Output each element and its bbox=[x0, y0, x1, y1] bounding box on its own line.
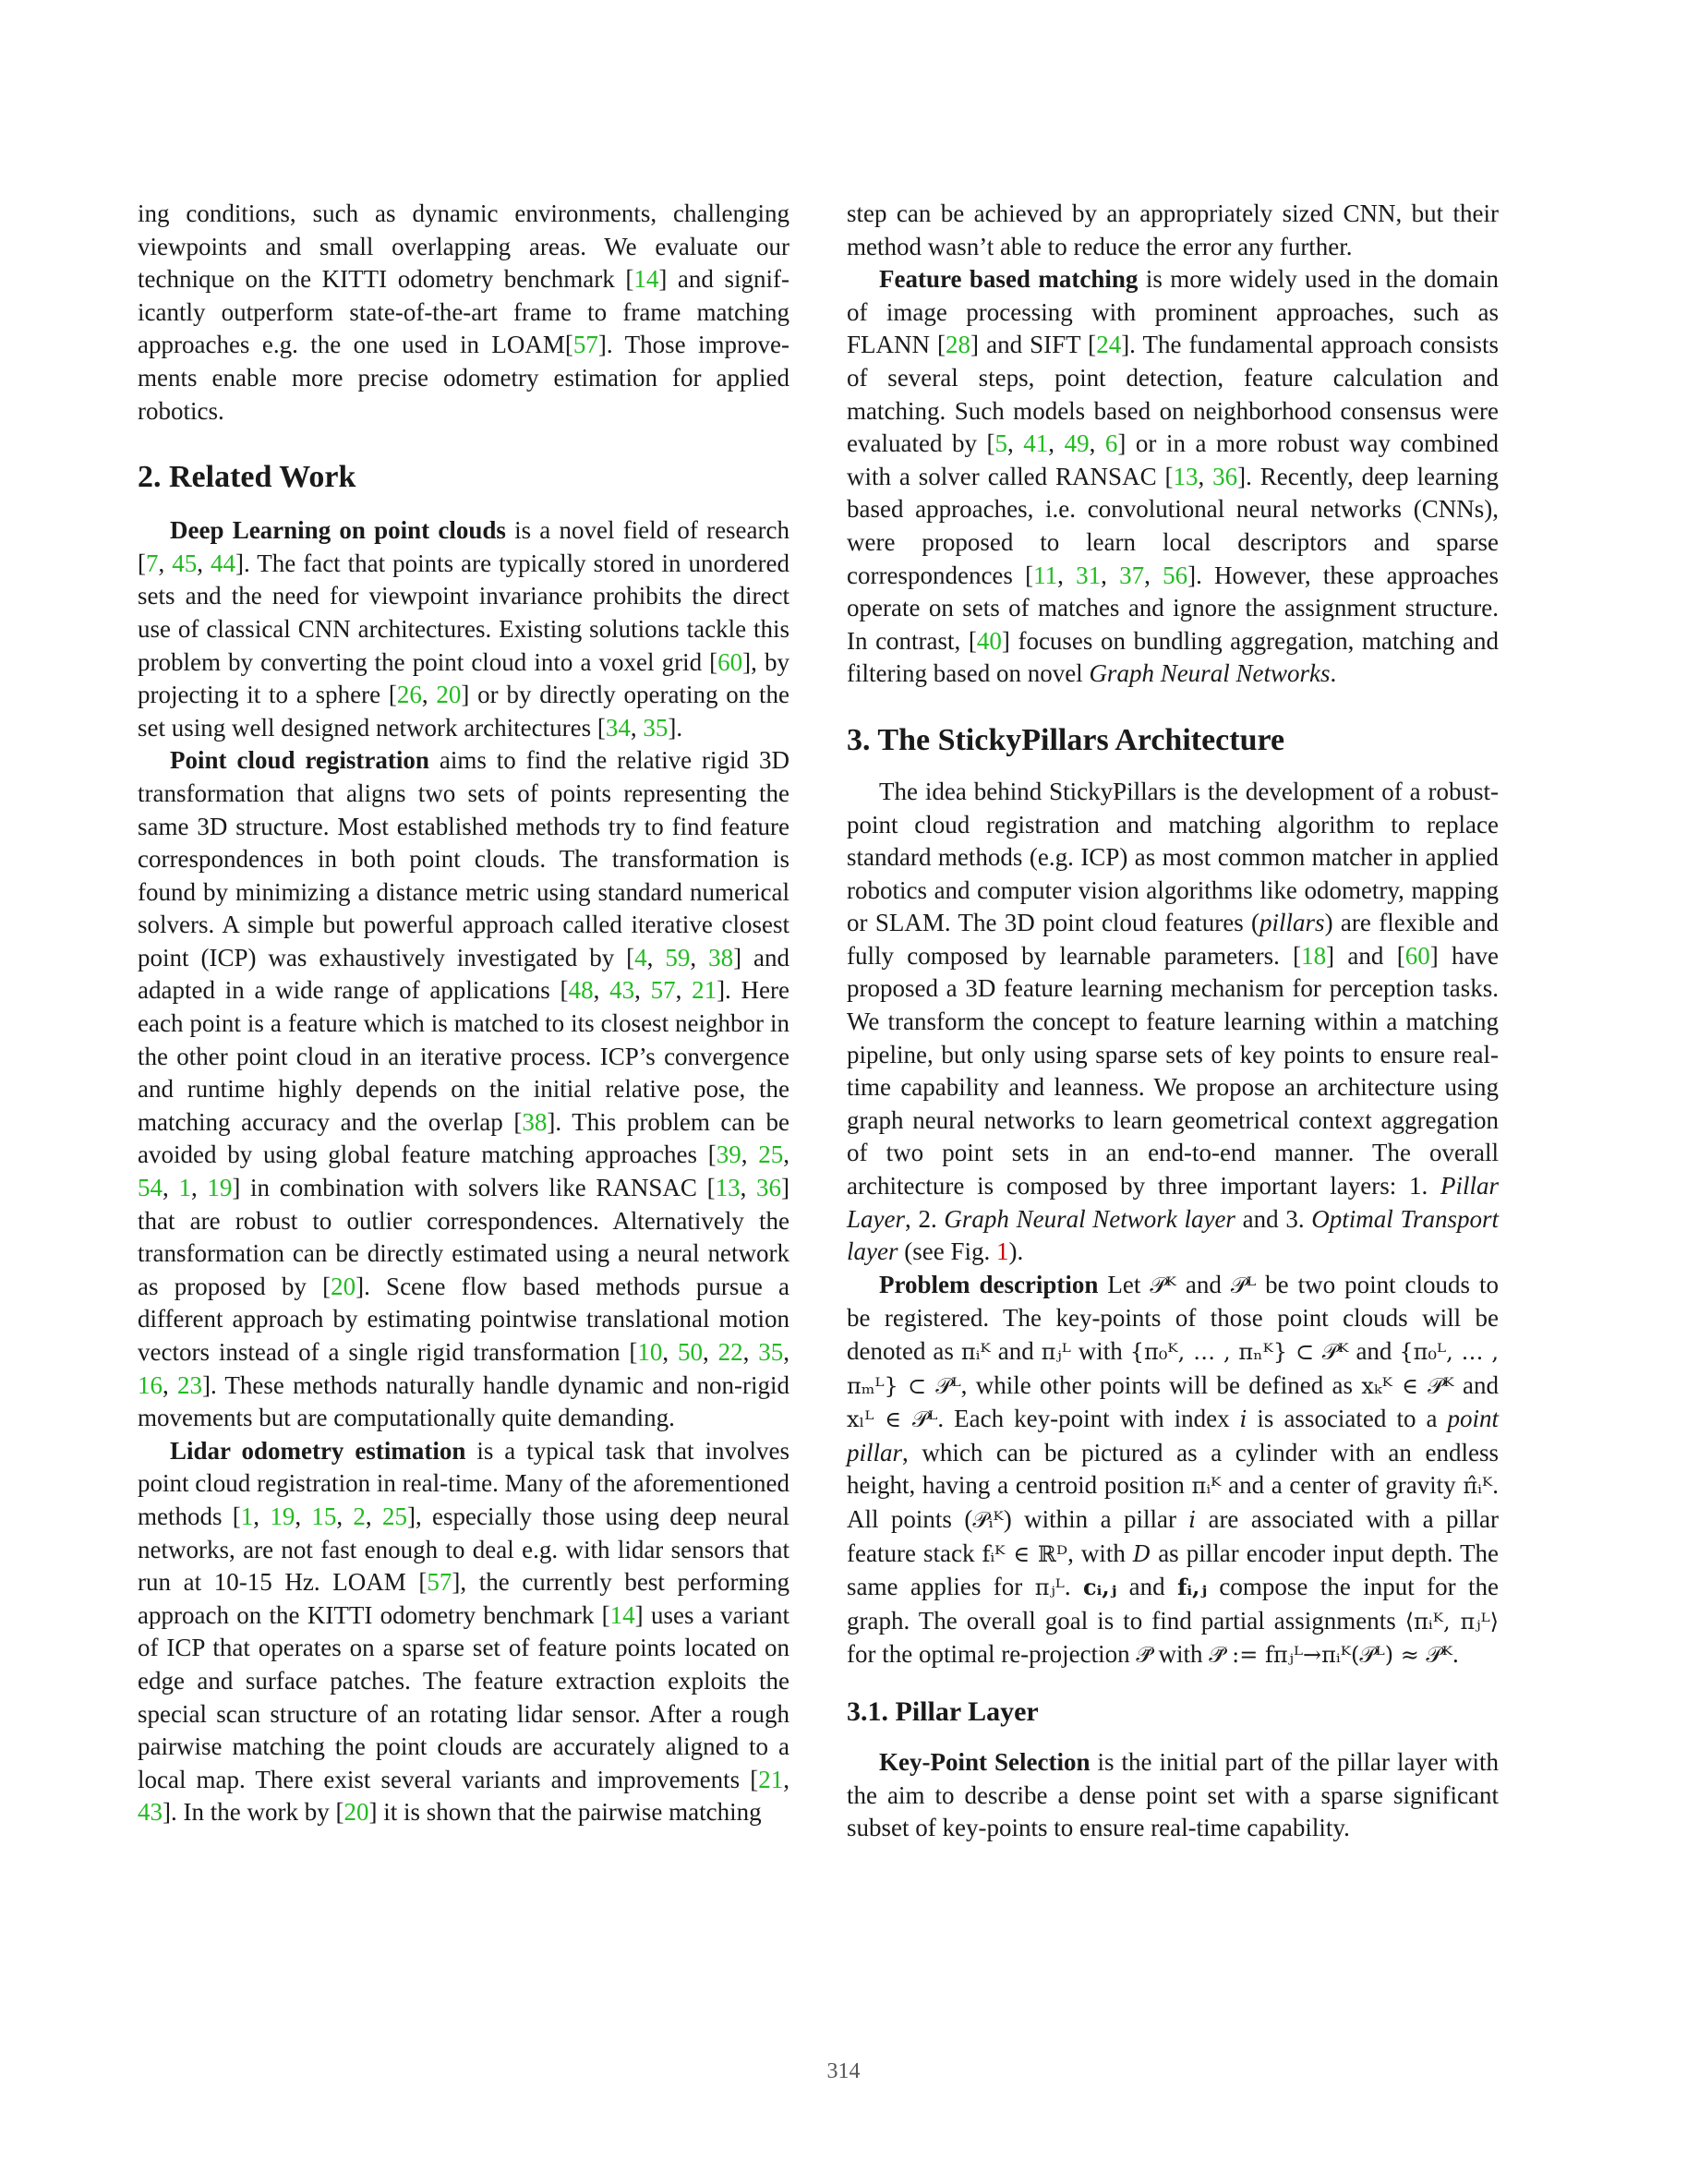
citation[interactable]: 21 bbox=[758, 1765, 784, 1793]
math-symbol: i bbox=[1188, 1506, 1197, 1533]
citation[interactable]: 19 bbox=[207, 1174, 233, 1202]
citation[interactable]: 20 bbox=[343, 1798, 369, 1827]
citation[interactable]: 45 bbox=[172, 549, 198, 577]
citation[interactable]: 39 bbox=[716, 1140, 741, 1169]
math-symbol: i bbox=[1239, 1406, 1247, 1433]
citation[interactable]: 13 bbox=[715, 1174, 741, 1202]
math-expression: xₖᴷ ∈ 𝒫ᴷ bbox=[1361, 1372, 1454, 1399]
math-symbol: fᵢ,ⱼ bbox=[1177, 1574, 1208, 1601]
paragraph-deep-learning: Deep Learning on point clouds is a novel field of research [7, 45, 44]. The fact that points are typically stored in unordered sets and the need for viewpoint invariance prohibits the direct use of classical CNN architectures. Existing solutions tackle this problem by converting the point cloud into a voxel grid [60], by projecting it to a sphere [26, 20] or by directly operating on the set using well designed network architectures [34, 35]. bbox=[138, 516, 790, 742]
paragraph-continued: step can be achieved by an appropriately sized CNN, but their method wasn’t able to reduce the error any further. bbox=[847, 199, 1499, 260]
math-expression: 𝒫̄ := fπⱼᴸ→πᵢᴷ(𝒫ᴸ) ≈ 𝒫ᴷ bbox=[1209, 1642, 1453, 1669]
citation[interactable]: 44 bbox=[211, 549, 235, 577]
section-heading-related-work: 2. Related Work bbox=[138, 460, 356, 495]
citation[interactable]: 57 bbox=[650, 976, 676, 1005]
figure-reference[interactable]: 1 bbox=[995, 1237, 1009, 1266]
run-in-heading: Lidar odometry estimation bbox=[170, 1436, 466, 1465]
citation[interactable]: 19 bbox=[270, 1502, 295, 1530]
math-symbol: D bbox=[1132, 1540, 1151, 1567]
intro-paragraph-end: ing conditions, such as dynamic environments, challenging viewpoints and small overlapping areas. We evaluate our technique on the KITTI odometry benchmark [14] and significantly outperform state-of-the-art frame to frame matching approaches e.g. the one used in LOAM[57]. Those improvements enable more precise odometry estimation for applied robotics. bbox=[138, 199, 789, 425]
math-symbol: πᵢᴷ bbox=[1191, 1473, 1222, 1500]
citation[interactable]: 50 bbox=[678, 1338, 704, 1366]
left-column bbox=[138, 198, 789, 1829]
citation[interactable]: 38 bbox=[708, 943, 734, 971]
math-expression: fᵢᴷ ∈ ℝᴰ bbox=[982, 1540, 1068, 1567]
citation[interactable]: 31 bbox=[1076, 561, 1102, 589]
citation[interactable]: 60 bbox=[717, 647, 743, 676]
math-symbol: 𝒫̄ bbox=[1136, 1642, 1152, 1669]
citation[interactable]: 26 bbox=[396, 681, 422, 709]
math-expression: xₗᴸ ∈ 𝒫ᴸ bbox=[847, 1406, 938, 1433]
citation[interactable]: 48 bbox=[568, 976, 594, 1005]
citation[interactable]: 41 bbox=[1023, 429, 1049, 458]
citation[interactable]: 43 bbox=[609, 976, 635, 1005]
citation[interactable]: 14 bbox=[633, 265, 659, 294]
run-in-heading: Feature based matching bbox=[879, 265, 1139, 294]
citation[interactable]: 11 bbox=[1033, 561, 1058, 589]
math-expression: {π₀ᴸ, … , πₘᴸ} ⊂ 𝒫ᴸ bbox=[847, 1339, 1500, 1399]
math-symbol: 𝒫ᴸ bbox=[1230, 1272, 1257, 1298]
paragraph-problem-description: Problem description Let 𝒫ᴷ and 𝒫ᴸ be two point clouds to be registered. The key-points of those point clouds will be denoted as πᵢᴷ and πⱼᴸ with {π₀ᴷ, … , πₙᴷ} ⊂ 𝒫ᴷ and {π₀ᴸ, … , πₘᴸ} ⊂ 𝒫ᴸ, while other points will be defined as xₖᴷ ∈ 𝒫ᴷ and xₗᴸ ∈ 𝒫ᴸ. Each key-point with index i is associated to a point pillar, which can be pictured as a cylinder with an endless height, having a centroid position πᵢᴷ and a center of gravity π̂ᵢᴷ. All points (𝒫ᵢᴷ) within a pillar i are associated with a pillar feature stack fᵢᴷ ∈ ℝᴰ, with D as pillar encoder input depth. The same applies for πⱼᴸ. cᵢ,ⱼ and fᵢ,ⱼ compose the input for the graph. The overall goal is to find partial assignments ⟨πᵢᴷ, πⱼᴸ⟩ for the optimal re-projection 𝒫̄ with 𝒫̄ := fπⱼᴸ→πᵢᴷ(𝒫ᴸ) ≈ 𝒫ᴷ. bbox=[847, 1270, 1500, 1669]
run-in-heading: Deep Learning on point clouds bbox=[170, 516, 506, 545]
math-expression: {π₀ᴷ, … , πₙᴷ} ⊂ 𝒫ᴷ bbox=[1129, 1339, 1349, 1365]
section-heading-architecture: 3. The StickyPillars Architecture bbox=[847, 722, 1285, 757]
run-in-heading: Point cloud registration bbox=[170, 746, 429, 775]
math-expression: ⟨πᵢᴷ, πⱼᴸ⟩ bbox=[1404, 1608, 1500, 1635]
citation[interactable]: 22 bbox=[717, 1338, 743, 1366]
citation[interactable]: 1 bbox=[178, 1174, 191, 1202]
citation[interactable]: 57 bbox=[572, 331, 598, 359]
citation[interactable]: 24 bbox=[1096, 331, 1122, 359]
paragraph-feature-matching: Feature based matching is more widely used in the domain of image processing with prominent approaches, such as FLANN [28] and SIFT [24]. The fundamental approach consists of several steps, point detection, feature calculation and matching. Such models based on neighborhood consensus were evaluated by [5, 41, 49, 6] or in a more robust way combined with a solver called RANSAC [13, 36]. Recently, deep learning based approaches, i.e. convolutional neural networks (CNNs), were proposed to learn local descriptors and sparse correspondences [11, 31, 37, 56]. However, these approaches operate on sets of matches and ignore the assignment structure. In contrast, [40] focuses on bundling aggregation, matching and filtering based on novel Graph Neural Networks. bbox=[847, 265, 1500, 688]
math-symbol: πⱼᴸ bbox=[1041, 1339, 1071, 1365]
citation[interactable]: 5 bbox=[994, 429, 1007, 458]
citation[interactable]: 60 bbox=[1404, 941, 1430, 970]
subsection-heading-pillar-layer: 3.1. Pillar Layer bbox=[847, 1695, 1039, 1727]
citation[interactable]: 20 bbox=[436, 681, 462, 709]
math-symbol: 𝒫ᴷ bbox=[1150, 1272, 1176, 1298]
citation[interactable]: 10 bbox=[637, 1338, 663, 1366]
citation[interactable]: 14 bbox=[609, 1600, 635, 1629]
citation[interactable]: 6 bbox=[1104, 429, 1118, 458]
citation[interactable]: 25 bbox=[758, 1140, 784, 1169]
citation[interactable]: 35 bbox=[758, 1338, 784, 1366]
paragraph-point-cloud-registration: Point cloud registration aims to find the relative rigid 3D transformation that aligns two sets of points representing the same 3D structure. Most established methods try to find feature correspondences in both point clouds. The transformation is found by minimizing a distance metric using standard numerical solvers. A simple but powerful approach called iterative closest point (ICP) was exhaustively investigated by [4, 59, 38] and adapted in a wide range of applications [48, 43, 57, 21]. Here each point is a feature which is matched to its closest neighbor in the other point cloud in an iterative process. ICP’s convergence and runtime highly depends on the initial relative pose, the matching accuracy and the overlap [38]. This problem can be avoided by using global feature matching approaches [39, 25, 54, 1, 19] in combination with solvers like RANSAC [13, 36] that are robust to outlier correspondences. Alternatively the transformation can be directly estimated using a neural network as proposed by [20]. Scene flow based methods pursue a different approach by estimating pointwise translational motion vectors instead of a single rigid transformation [10, 50, 22, 35, 16, 23]. These methods naturally handle dynamic and non-rigid movements but are computationally quite demanding. bbox=[138, 746, 790, 1432]
citation[interactable]: 1 bbox=[240, 1502, 254, 1530]
math-symbol: cᵢ,ⱼ bbox=[1083, 1574, 1117, 1601]
run-in-heading: Key-Point Selection bbox=[879, 1747, 1091, 1776]
citation[interactable]: 7 bbox=[146, 549, 159, 577]
citation[interactable]: 28 bbox=[946, 331, 971, 359]
citation[interactable]: 34 bbox=[605, 713, 631, 742]
citation[interactable]: 56 bbox=[1163, 561, 1188, 589]
citation[interactable]: 23 bbox=[176, 1370, 202, 1399]
citation[interactable]: 43 bbox=[138, 1798, 163, 1827]
math-symbol: 𝒫ᵢᴷ bbox=[972, 1506, 1004, 1533]
math-symbol: πⱼᴸ bbox=[1034, 1575, 1065, 1601]
citation[interactable]: 40 bbox=[976, 626, 1002, 655]
paragraph-architecture: The idea behind StickyPillars is the development of a robust-point cloud registration and matching algorithm to replace standard methods (e.g. ICP) as most common matcher in applied robotics and computer vision algorithms like odometry, mapping or SLAM. The 3D point cloud features (pillars) are flexible and fully composed by learnable parameters. [18] and [60] have proposed a 3D feature learning mechanism for perception tasks. We transform the concept to feature learning within a matching pipeline, but only using sparse sets of key points to ensure real-time capability and leanness. We propose an architecture using graph neural networks to learn geometrical context aggregation of two point sets in an end-to-end manner. The overall architecture is composed by three important layers: 1. Pillar Layer, 2. Graph Neural Network layer and 3. Optimal Transport layer (see Fig. 1). bbox=[847, 777, 1500, 1266]
citation[interactable]: 57 bbox=[427, 1568, 452, 1597]
paragraph-lidar-odometry: Lidar odometry estimation is a typical task that involves point cloud registration in real-time. Many of the aforementioned methods [1, 19, 15, 2, 25], especially those using deep neural networks, are not fast enough to deal e.g. with lidar sensors that run at 10-15 Hz. LOAM [57], the currently best performing approach on the KITTI odometry benchmark [14] uses a variant of ICP that operates on a sparse set of feature points located on edge and surface patches. The feature extraction exploits the special scan structure of an rotating lidar sensor. After a rough pairwise matching the point clouds are accurately aligned to a local map. There exist several variants and improvements [21, 43]. In the work by [20] it is shown that the pairwise matching bbox=[138, 1436, 790, 1827]
paragraph-key-point-selection: Key-Point Selection is the initial part of the pillar layer with the aim to describe a dense point set with a sparse significant subset of key-points to ensure real-time capability. bbox=[847, 1747, 1499, 1842]
math-symbol: π̂ᵢᴷ bbox=[1463, 1473, 1493, 1500]
page-number: 314 bbox=[826, 2059, 861, 2083]
citation[interactable]: 59 bbox=[665, 943, 691, 971]
citation[interactable]: 18 bbox=[1301, 941, 1327, 970]
citation[interactable]: 49 bbox=[1064, 429, 1090, 458]
citation[interactable]: 20 bbox=[331, 1272, 356, 1300]
citation[interactable]: 25 bbox=[381, 1502, 407, 1530]
citation[interactable]: 21 bbox=[692, 976, 717, 1005]
citation[interactable]: 36 bbox=[756, 1174, 782, 1202]
citation[interactable]: 37 bbox=[1119, 561, 1145, 589]
citation[interactable]: 36 bbox=[1212, 462, 1238, 490]
citation[interactable]: 4 bbox=[634, 943, 647, 971]
citation[interactable]: 2 bbox=[353, 1502, 366, 1530]
citation[interactable]: 13 bbox=[1173, 462, 1199, 490]
run-in-heading: Problem description bbox=[879, 1270, 1099, 1298]
math-symbol: πᵢᴷ bbox=[960, 1339, 991, 1365]
citation[interactable]: 38 bbox=[522, 1107, 548, 1136]
right-column bbox=[847, 198, 1499, 1845]
citation[interactable]: 16 bbox=[138, 1370, 163, 1399]
citation[interactable]: 15 bbox=[311, 1502, 337, 1530]
citation[interactable]: 54 bbox=[138, 1174, 163, 1202]
citation[interactable]: 35 bbox=[643, 713, 669, 742]
